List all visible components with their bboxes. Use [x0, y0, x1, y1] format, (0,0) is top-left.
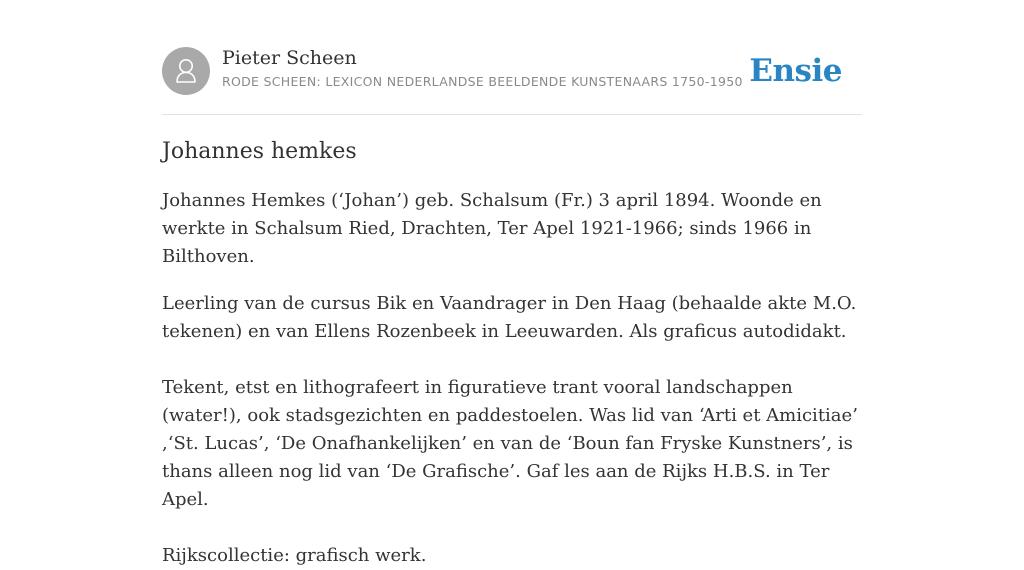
article-content	[162, 135, 862, 570]
article-header	[162, 46, 862, 115]
article-paragraph: Tekent, etst en lithografeert in figuratieve trant vooral landschappen (water!), ook stadsgezichten en paddestoelen. Was lid van ‘Arti et Amicitiae’ ,‘St. Lucas’, ‘De Onafhankelijken’ en van de ‘Boun fan Fryske Kunstners’, is thans alleen nog lid van ‘De Grafische’. Gaf les aan de Rijks H.B.S. in Ter Apel.	[162, 377, 858, 510]
source-title: RODE SCHEEN: LEXICON NEDERLANDSE BEELDENDE KUNSTENAARS 1750-1950	[222, 74, 743, 89]
article-paragraph: Johannes Hemkes (‘Johan’) geb. Schalsum (Fr.) 3 april 1894. Woonde en werkte in Schalsum Ried, Drachten, Ter Apel 1921-1966; sinds 1966 in Bilthoven.	[162, 190, 822, 267]
author-name[interactable]: Pieter Scheen	[222, 47, 357, 69]
ensie-logo[interactable]: Ensie	[749, 53, 842, 89]
article-paragraph: Leerling van de cursus Bik en Vaandrager in Den Haag (behaalde akte M.O. tekenen) en van Ellens Rozenbeek in Leeuwarden. Als graficus autodidakt.	[162, 293, 857, 342]
article-title: Johannes hemkes	[162, 139, 357, 164]
article-paragraph: Rijkscollectie: grafisch werk.	[162, 545, 427, 566]
author-block	[222, 46, 743, 90]
user-placeholder-icon[interactable]	[162, 47, 210, 95]
